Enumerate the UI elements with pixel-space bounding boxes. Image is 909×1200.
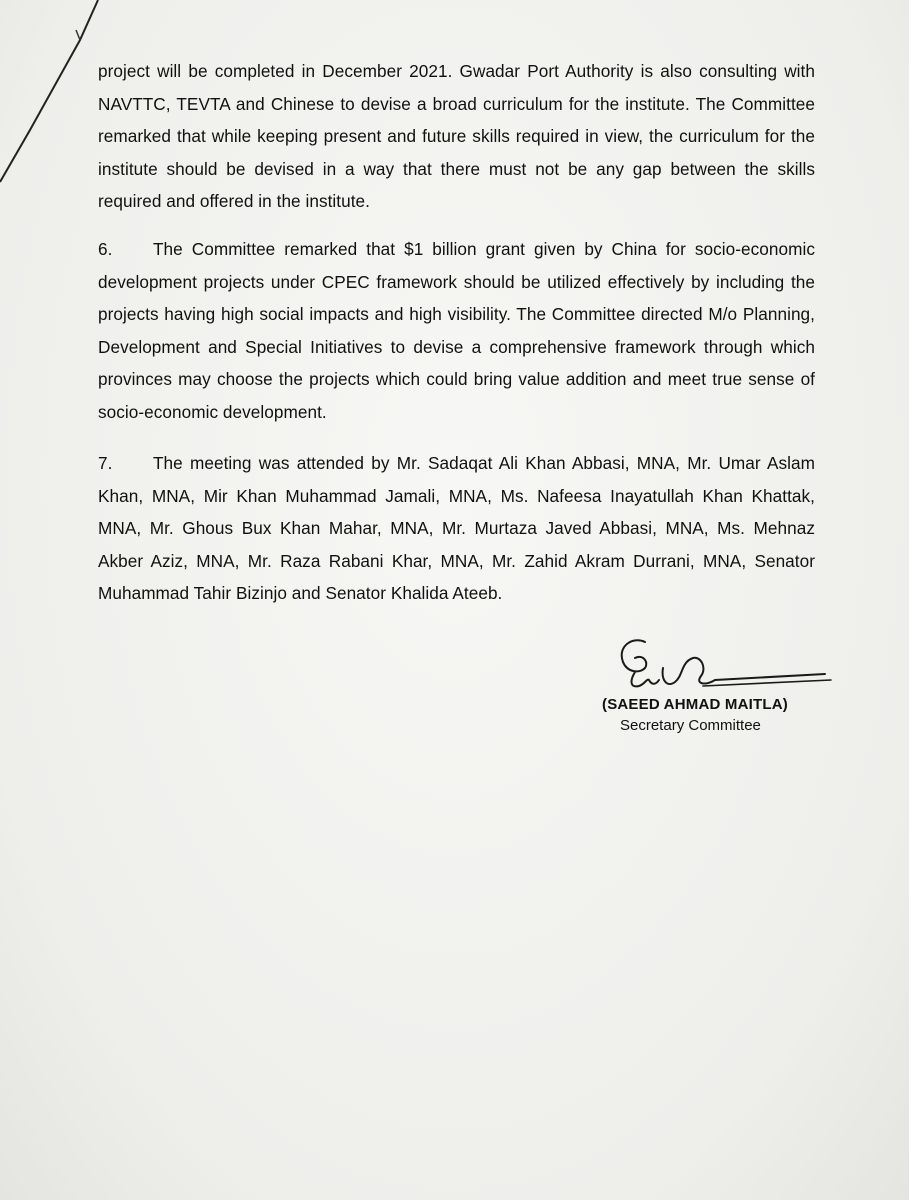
paragraph-number: 7. [98, 453, 113, 473]
paragraph-text: The Committee remarked that $1 billion grant given by China for socio-economic development projects under CPEC framework should be utilized effectively by including the projects having high social impacts and high visibility. The Committee directed M/o Planning, Development and Special Initiatives to devise a comprehensive framework through which provinces may choose the projects which could bring value addition and meet true sense of socio-economic development. [98, 239, 815, 422]
paragraph-6 [98, 233, 815, 429]
paragraph-number: 6. [98, 239, 113, 259]
paragraph-text: project will be completed in December 2021. Gwadar Port Authority is also consulting with NAVTTC, TEVTA and Chinese to devise a broad curriculum for the institute. The Committee remarked that while keeping present and future skills required in view, the curriculum for the institute should be devised in a way that there must not be any gap between the skills required and offered in the institute. [98, 61, 815, 212]
paragraph-5-continuation [98, 55, 815, 218]
paragraph-text: The meeting was attended by Mr. Sadaqat Ali Khan Abbasi, MNA, Mr. Umar Aslam Khan, MNA, Mir Khan Muhammad Jamali, MNA, Ms. Nafeesa Inayatullah Khan Khattak, MNA, Mr. Ghous Bux Khan Mahar, MNA, Mr. Murtaza Javed Abbasi, MNA, Ms. Mehnaz Akber Aziz, MNA, Mr. Raza Rabani Khar, MNA, Mr. Zahid Akram Durrani, MNA, Senator Muhammad Tahir Bizinjo and Senator Khalida Ateeb. [98, 453, 815, 604]
paragraph-7 [98, 447, 815, 610]
signatory-name: (SAEED AHMAD MAITLA) [602, 696, 788, 713]
signature-block [602, 694, 822, 736]
signatory-title: Secretary Committee [620, 717, 761, 734]
